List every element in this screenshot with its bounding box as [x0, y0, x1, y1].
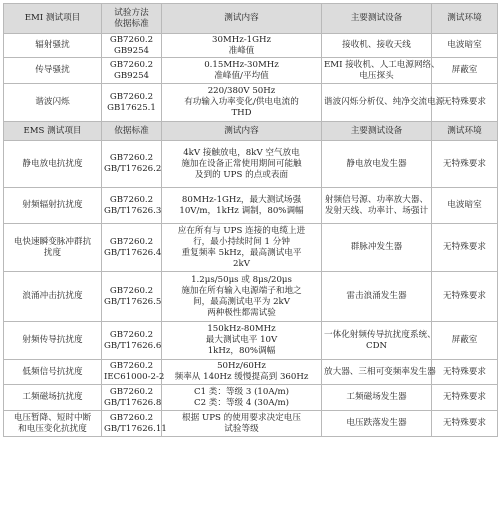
cell-line: EMI 接收机、人工电源网络、 — [324, 59, 440, 70]
emi-test-content-cell — [162, 84, 322, 122]
cell-line: 低频信号抗扰度 — [22, 366, 83, 377]
cell-line: 工频磁场发生器 — [346, 392, 407, 402]
ems-table-row — [4, 224, 498, 272]
ems-equipment-cell — [322, 322, 436, 360]
ems-test-content-cell — [162, 272, 322, 322]
ems-test-content-cell — [162, 188, 322, 224]
ems-standard-cell — [102, 224, 162, 272]
cell-line: 准峰值 — [228, 45, 255, 56]
cell-line: 谐波闪烁分析仪、纯净交流电源 — [324, 97, 445, 107]
cell-line: 发射天线、功率计、场强计 — [324, 205, 429, 216]
ems-environment-cell: 无特殊要求 — [432, 272, 498, 322]
cell-line: 150kHz-80MHz — [207, 324, 276, 334]
cell-line: 有功输入功率变化/供电电流的 — [184, 97, 299, 107]
emi-table-row — [4, 34, 498, 58]
ems-test-content-cell — [162, 322, 322, 360]
cell-line: GB7260.2 — [109, 91, 154, 102]
cell-line: GB/T17626.4 — [104, 247, 162, 258]
cell-line: 电快速瞬变脉冲群抗 — [13, 236, 92, 247]
ems-test-item-cell — [4, 224, 102, 272]
cell-line: 射频传导抗扰度 — [22, 335, 83, 345]
cell-line: GB9254 — [113, 70, 150, 81]
ems-standard-cell — [102, 188, 162, 224]
ems-header-equipment: 主要测试设备 — [322, 122, 432, 141]
cell-line: GB/T17626.2 — [104, 164, 162, 174]
cell-line: 50Hz/60Hz — [217, 361, 266, 371]
ems-test-content-cell — [162, 360, 322, 385]
cell-line: 2kV — [233, 258, 250, 269]
emi-header-standard — [102, 4, 162, 34]
emi-header-test-item: EMI 测试项目 — [4, 4, 102, 34]
cell-line: 群脉冲发生器 — [350, 242, 403, 252]
emi-test-content-cell — [162, 34, 322, 58]
cell-line: 两种极性都需试验 — [207, 307, 276, 318]
emi-test-item-cell — [4, 58, 102, 84]
ems-environment-cell: 屏蔽室 — [432, 322, 498, 360]
ems-test-item-cell — [4, 411, 102, 437]
emi-standard-cell — [102, 34, 162, 58]
cell-line: 电压跌落发生器 — [346, 418, 407, 428]
cell-line: THD — [231, 108, 252, 118]
emi-equipment-cell — [322, 34, 432, 58]
cell-line: 试验等级 — [224, 423, 259, 434]
cell-line: GB7260.2 — [109, 34, 154, 45]
cell-line: CDN — [366, 340, 387, 351]
ems-equipment-cell — [322, 272, 432, 322]
emi-equipment-cell — [322, 84, 445, 122]
cell-line: IEC61000-2-2 — [104, 372, 165, 382]
cell-line: GB7260.2 — [109, 412, 154, 423]
cell-line: 谐波闪烁 — [35, 97, 70, 107]
cell-line: GB7260.2 — [109, 236, 154, 247]
ems-equipment-cell — [322, 224, 432, 272]
emi-test-item-cell — [4, 34, 102, 58]
emi-environment-cell: 屏蔽室 — [432, 58, 498, 84]
ems-test-content-cell — [162, 224, 322, 272]
emi-standard-cell — [102, 58, 162, 84]
cell-line: 行，最小持续时间 1 分钟 — [193, 236, 290, 247]
cell-line: 10V/m，1kHz 调制，80%调幅 — [179, 205, 304, 216]
ems-header-test-item: EMS 测试项目 — [4, 122, 102, 141]
ems-table-row — [4, 188, 498, 224]
cell-line: GB7260.2 — [109, 153, 154, 163]
cell-line: 一体化射频传导抗扰度系统、 — [324, 329, 436, 340]
cell-line: 电压暂降、短时中断 — [13, 412, 92, 423]
emi-environment-cell: 无特殊要求 — [432, 84, 498, 122]
ems-environment-cell: 无特殊要求 — [432, 411, 498, 437]
cell-line: 最大测试电平 10V — [205, 335, 278, 345]
cell-line: 依据标准 — [114, 18, 149, 29]
ems-environment-cell: 无特殊要求 — [432, 360, 498, 385]
cell-line: GB9254 — [113, 45, 150, 56]
ems-environment-cell: 无特殊要求 — [432, 385, 498, 411]
cell-line: C1 类：等级 3 (10A/m) — [194, 386, 289, 397]
ems-table-row — [4, 272, 498, 322]
cell-line: 30MHz-1GHz — [211, 34, 271, 45]
emi-table-row — [4, 58, 498, 84]
cell-line: 射频信号源、功率放大器、 — [324, 194, 429, 205]
emi-header-environment: 测试环境 — [432, 4, 498, 34]
cell-line: GB/T17626.3 — [104, 205, 162, 216]
ems-equipment-cell — [322, 360, 436, 385]
cell-line: GB/T17626.8 — [104, 397, 162, 408]
cell-line: 扰度 — [43, 247, 62, 258]
ems-test-item-cell — [4, 322, 102, 360]
ems-header-environment: 测试环境 — [432, 122, 498, 141]
cell-line: 雷击浪涌发生器 — [346, 291, 407, 301]
ems-standard-cell — [102, 141, 162, 188]
emi-header-row — [4, 4, 498, 34]
ems-equipment-cell — [322, 411, 432, 437]
cell-line: 施加在所有输入电源端子和地之 — [181, 285, 302, 296]
cell-line: 1kHz，80%调幅 — [207, 346, 276, 356]
ems-test-content-cell — [162, 385, 322, 411]
ems-header-test-content: 测试内容 — [162, 122, 322, 141]
cell-line: 接收机、接收天线 — [342, 40, 411, 50]
ems-environment-cell: 无特殊要求 — [432, 224, 498, 272]
emi-test-content-cell — [162, 58, 322, 84]
ems-standard-cell — [102, 411, 167, 437]
cell-line: 放大器、三相可变频率发生器 — [324, 366, 436, 377]
ems-standard-cell — [102, 360, 165, 385]
emi-header-equipment: 主要测试设备 — [322, 4, 432, 34]
test-table-body — [4, 4, 498, 437]
ems-standard-cell — [102, 272, 162, 322]
cell-line: GB7260.2 — [109, 285, 154, 296]
emi-header-test-content: 测试内容 — [162, 4, 322, 34]
ems-test-item-cell — [4, 141, 102, 188]
ems-test-item-cell — [4, 188, 102, 224]
test-table — [3, 3, 498, 437]
cell-line: GB/T17626.5 — [104, 296, 162, 307]
ems-table-row — [4, 322, 498, 360]
ems-test-item-cell — [4, 272, 102, 322]
ems-test-item-cell — [4, 385, 102, 411]
cell-line: 准峰值/平均值 — [214, 70, 269, 81]
cell-line: C2 类：等级 4 (30A/m) — [194, 397, 289, 408]
cell-line: 射频辐射抗扰度 — [22, 200, 83, 210]
cell-line: 静电放电发生器 — [346, 158, 407, 169]
ems-test-content-cell — [162, 141, 322, 188]
ems-standard-cell — [102, 322, 162, 360]
ems-table-row — [4, 385, 498, 411]
cell-line: GB/T17626.6 — [104, 340, 162, 351]
ems-equipment-cell — [322, 385, 432, 411]
cell-line: 工频磁场抗扰度 — [22, 392, 83, 402]
cell-line: 频率从 140Hz 缓慢提高到 360Hz — [174, 372, 309, 382]
ems-environment-cell: 无特殊要求 — [432, 141, 498, 188]
cell-line: 辐射骚扰 — [35, 40, 70, 50]
emi-equipment-cell — [322, 58, 440, 84]
cell-line: 浪涌冲击抗扰度 — [22, 291, 83, 301]
emi-environment-cell: 电波暗室 — [432, 34, 498, 58]
cell-line: 传导骚扰 — [35, 65, 70, 75]
cell-line: GB7260.2 — [109, 329, 154, 340]
cell-line: 静电放电抗扰度 — [22, 158, 83, 169]
cell-line: 和电压变化抗扰度 — [18, 423, 87, 434]
cell-line: GB7260.2 — [109, 194, 154, 205]
ems-test-item-cell — [4, 360, 102, 385]
cell-line: 4kV 接触放电，8kV 空气放电 — [183, 147, 300, 158]
ems-equipment-cell — [322, 188, 432, 224]
emi-table-row — [4, 84, 498, 122]
cell-line: 重复频率 5kHz，最高测试电平 — [181, 247, 302, 258]
cell-line: GB7260.2 — [109, 361, 154, 371]
cell-line: GB7260.2 — [109, 59, 154, 70]
cell-line: 电压探头 — [359, 70, 394, 81]
ems-equipment-cell — [322, 141, 432, 188]
ems-table-row — [4, 411, 498, 437]
emi-standard-cell — [102, 84, 162, 122]
cell-line: GB7260.2 — [109, 386, 154, 397]
cell-line: 间，最高测试电平为 2kV — [193, 296, 290, 307]
ems-table-row — [4, 360, 498, 385]
cell-line: 220/380V 50Hz — [207, 86, 276, 96]
cell-line: 0.15MHz-30MHz — [204, 59, 279, 70]
ems-table-row — [4, 141, 498, 188]
cell-line: 根据 UPS 的使用要求决定电压 — [182, 412, 301, 423]
cell-line: 施加在设备正常使用期间可能触 — [181, 158, 302, 169]
cell-line: 及到的 UPS 的点或表面 — [194, 169, 289, 180]
ems-environment-cell: 电波暗室 — [432, 188, 498, 224]
ems-standard-cell — [102, 385, 162, 411]
ems-test-content-cell — [162, 411, 322, 437]
cell-line: 80MHz-1GHz，最大测试场强 — [181, 194, 302, 205]
cell-line: GB17625.1 — [107, 102, 156, 113]
emi-test-item-cell — [4, 84, 102, 122]
cell-line: 应在所有与 UPS 连接的电缆上进 — [177, 225, 306, 236]
ems-header-standard: 依据标准 — [102, 122, 162, 141]
cell-line: 1.2μs/50μs 或 8μs/20μs — [191, 274, 292, 285]
ems-header-row — [4, 122, 498, 141]
cell-line: 试验方法 — [114, 7, 149, 18]
cell-line: GB/T17626.11 — [104, 423, 167, 434]
